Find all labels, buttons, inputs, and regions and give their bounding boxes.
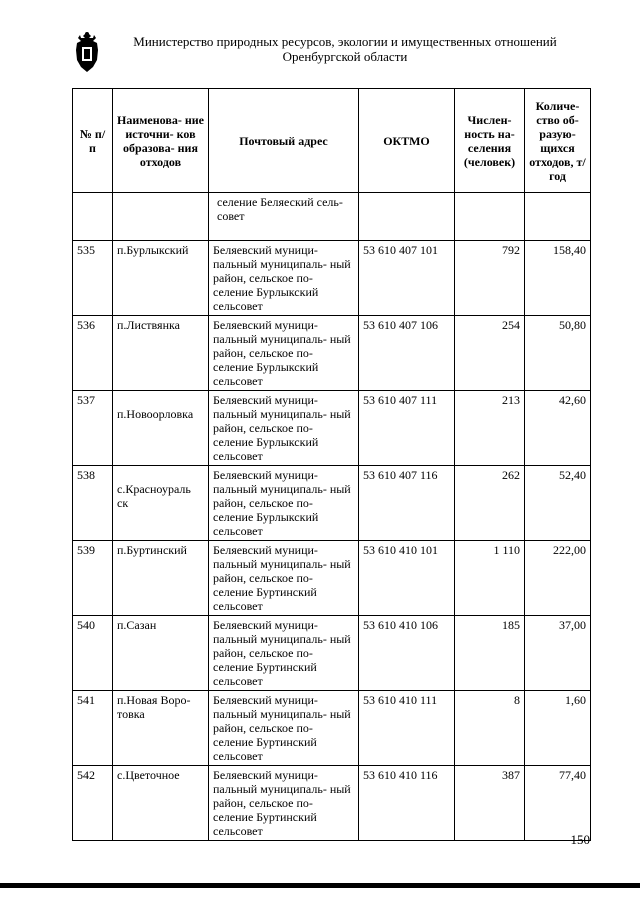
cell-population: 262: [455, 466, 525, 541]
cell-name: п.Сазан: [113, 616, 209, 691]
cell-address: Беляевский муници- пальный муниципаль- ный район, сельское по- селение Буртинский сельсовет: [209, 766, 359, 841]
cell-address: Беляевский муници- пальный муниципаль- ный район, сельское по- селение Бурлыкский сельсовет: [209, 316, 359, 391]
header-line-1: Министерство природных ресурсов, экологии и имущественных отношений: [133, 34, 557, 49]
cell-oktmo: 53 610 407 101: [359, 241, 455, 316]
cell-waste: 37,00: [525, 616, 591, 691]
cell-number: 539: [73, 541, 113, 616]
cell-population: 254: [455, 316, 525, 391]
cell-population: 792: [455, 241, 525, 316]
waste-sources-table: [72, 88, 591, 841]
cell-population: 185: [455, 616, 525, 691]
table-row: [73, 766, 591, 841]
ministry-header: [110, 34, 580, 64]
footer-divider: [0, 883, 640, 888]
cell-waste: 52,40: [525, 466, 591, 541]
table-row: [73, 691, 591, 766]
coat-of-arms-icon: [72, 30, 102, 74]
cell-waste: 222,00: [525, 541, 591, 616]
col-header-waste: Количе- ство об- разую- щихся отходов, т/год: [525, 89, 591, 193]
cell-oktmo: 53 610 410 111: [359, 691, 455, 766]
table-row-continuation: [73, 193, 591, 241]
table-header-row: [73, 89, 591, 193]
cell-number: 542: [73, 766, 113, 841]
cell-waste: 77,40: [525, 766, 591, 841]
col-header-oktmo: ОКТМО: [359, 89, 455, 193]
cell-name: с.Цветочное: [113, 766, 209, 841]
table-row: [73, 316, 591, 391]
cell-waste: 42,60: [525, 391, 591, 466]
cell-name: п.Бурлыкский: [113, 241, 209, 316]
cell-name: п.Листвянка: [113, 316, 209, 391]
cell-name: п.Буртинский: [113, 541, 209, 616]
cell-population: 8: [455, 691, 525, 766]
col-header-address: Почтовый адрес: [209, 89, 359, 193]
cell-number: 535: [73, 241, 113, 316]
cell-number: 538: [73, 466, 113, 541]
cell-waste: 50,80: [525, 316, 591, 391]
cell-address: Беляевский муници- пальный муниципаль- ный район, сельское по- селение Бурлыкский сельсовет: [209, 466, 359, 541]
table-row: [73, 541, 591, 616]
col-header-number: № п/п: [73, 89, 113, 193]
continuation-address: селение Беляеский сель- совет: [217, 195, 343, 223]
cell-number: 536: [73, 316, 113, 391]
cell-name: п.Новоорловка: [113, 391, 209, 466]
cell-address: Беляевский муници- пальный муниципаль- ный район, сельское по- селение Буртинский сельсовет: [209, 541, 359, 616]
table-row: [73, 616, 591, 691]
cell-population: 1 110: [455, 541, 525, 616]
cell-number: 541: [73, 691, 113, 766]
table-row: [73, 466, 591, 541]
cell-oktmo: 53 610 407 116: [359, 466, 455, 541]
table-row: [73, 241, 591, 316]
page-number: 150: [570, 832, 590, 847]
cell-oktmo: 53 610 410 101: [359, 541, 455, 616]
cell-waste: 158,40: [525, 241, 591, 316]
cell-oktmo: 53 610 407 106: [359, 316, 455, 391]
cell-number: 537: [73, 391, 113, 466]
cell-oktmo: 53 610 410 106: [359, 616, 455, 691]
cell-address: Беляевский муници- пальный муниципаль- ный район, сельское по- селение Бурлыкский сельсовет: [209, 241, 359, 316]
cell-number: 540: [73, 616, 113, 691]
cell-name: п.Новая Воро- товка: [113, 691, 209, 766]
cell-address: Беляевский муници- пальный муниципаль- ный район, сельское по- селение Бурлыкский сельсовет: [209, 391, 359, 466]
cell-oktmo: 53 610 407 111: [359, 391, 455, 466]
cell-population: 387: [455, 766, 525, 841]
cell-name: с.Красноураль ск: [113, 466, 209, 541]
header-line-2: Оренбургской области: [282, 49, 408, 64]
cell-population: 213: [455, 391, 525, 466]
cell-address: Беляевский муници- пальный муниципаль- ный район, сельское по- селение Буртинский сельсовет: [209, 691, 359, 766]
col-header-population: Числен- ность на- селения (человек): [455, 89, 525, 193]
table-row: [73, 391, 591, 466]
col-header-name: Наименова- ние источни- ков образова- ния отходов: [113, 89, 209, 193]
cell-waste: 1,60: [525, 691, 591, 766]
cell-oktmo: 53 610 410 116: [359, 766, 455, 841]
cell-address: Беляевский муници- пальный муниципаль- ный район, сельское по- селение Буртинский сельсовет: [209, 616, 359, 691]
